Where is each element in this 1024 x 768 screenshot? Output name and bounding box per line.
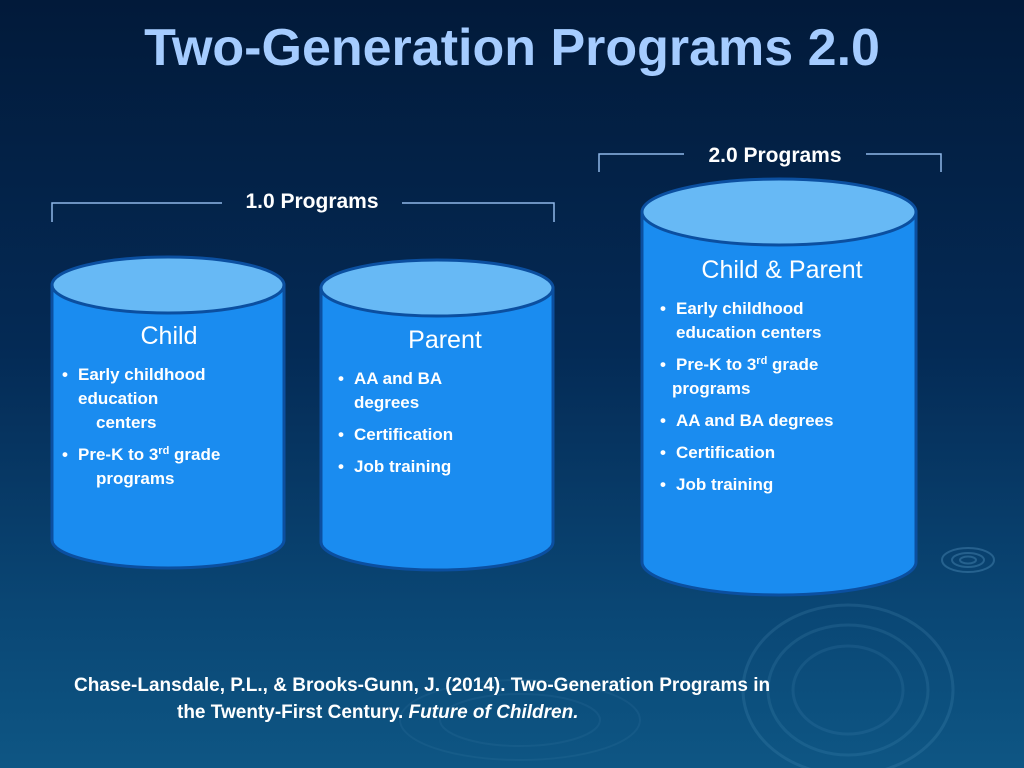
citation: [74, 672, 954, 726]
list-item: • Early childhood education centers: [660, 299, 822, 342]
list-item: • Pre-K to 3rd grade programs: [660, 355, 819, 398]
group-label-1-0: 1.0 Programs: [245, 190, 379, 213]
cylinder-child-parent-content: [654, 256, 910, 505]
bullet-icon: •: [338, 425, 344, 444]
citation-line2: the Twenty-First Century. Future of Children.: [177, 702, 579, 723]
list-item: • Job training: [332, 455, 548, 479]
list-item: • Certification: [332, 423, 548, 447]
cylinder-child-content: [56, 322, 282, 499]
bullet-icon: •: [660, 411, 666, 430]
list-item: • Job training: [654, 473, 910, 497]
bullet-icon: •: [660, 299, 666, 318]
list-item: • Early childhood education centers: [62, 365, 206, 432]
list-item: • AA and BA degrees: [654, 409, 910, 433]
cylinder-heading: Child: [140, 322, 198, 350]
list-item: • Certification: [654, 441, 910, 465]
group-label-2-0: 2.0 Programs: [708, 144, 842, 167]
bullet-icon: •: [338, 457, 344, 476]
citation-line1: Chase-Lansdale, P.L., & Brooks-Gunn, J. (2014). Two-Generation Programs in: [74, 675, 771, 696]
bullet-list: [332, 367, 548, 479]
bullet-icon: •: [660, 475, 666, 494]
list-item: • AA and BA degrees: [338, 369, 443, 412]
bullet-list: [654, 297, 910, 497]
cylinder-heading: Parent: [408, 326, 482, 354]
cylinder-parent-content: [332, 326, 548, 487]
bullet-icon: •: [62, 365, 68, 384]
list-item: • Pre-K to 3rd grade programs: [62, 445, 221, 488]
slide-title: Two-Generation Programs 2.0: [144, 19, 880, 77]
bullet-icon: •: [660, 355, 666, 374]
bullet-icon: •: [660, 443, 666, 462]
bullet-icon: •: [338, 369, 344, 388]
cylinder-heading: Child & Parent: [701, 256, 863, 284]
bullet-icon: •: [62, 445, 68, 464]
bullet-list: [56, 363, 282, 491]
